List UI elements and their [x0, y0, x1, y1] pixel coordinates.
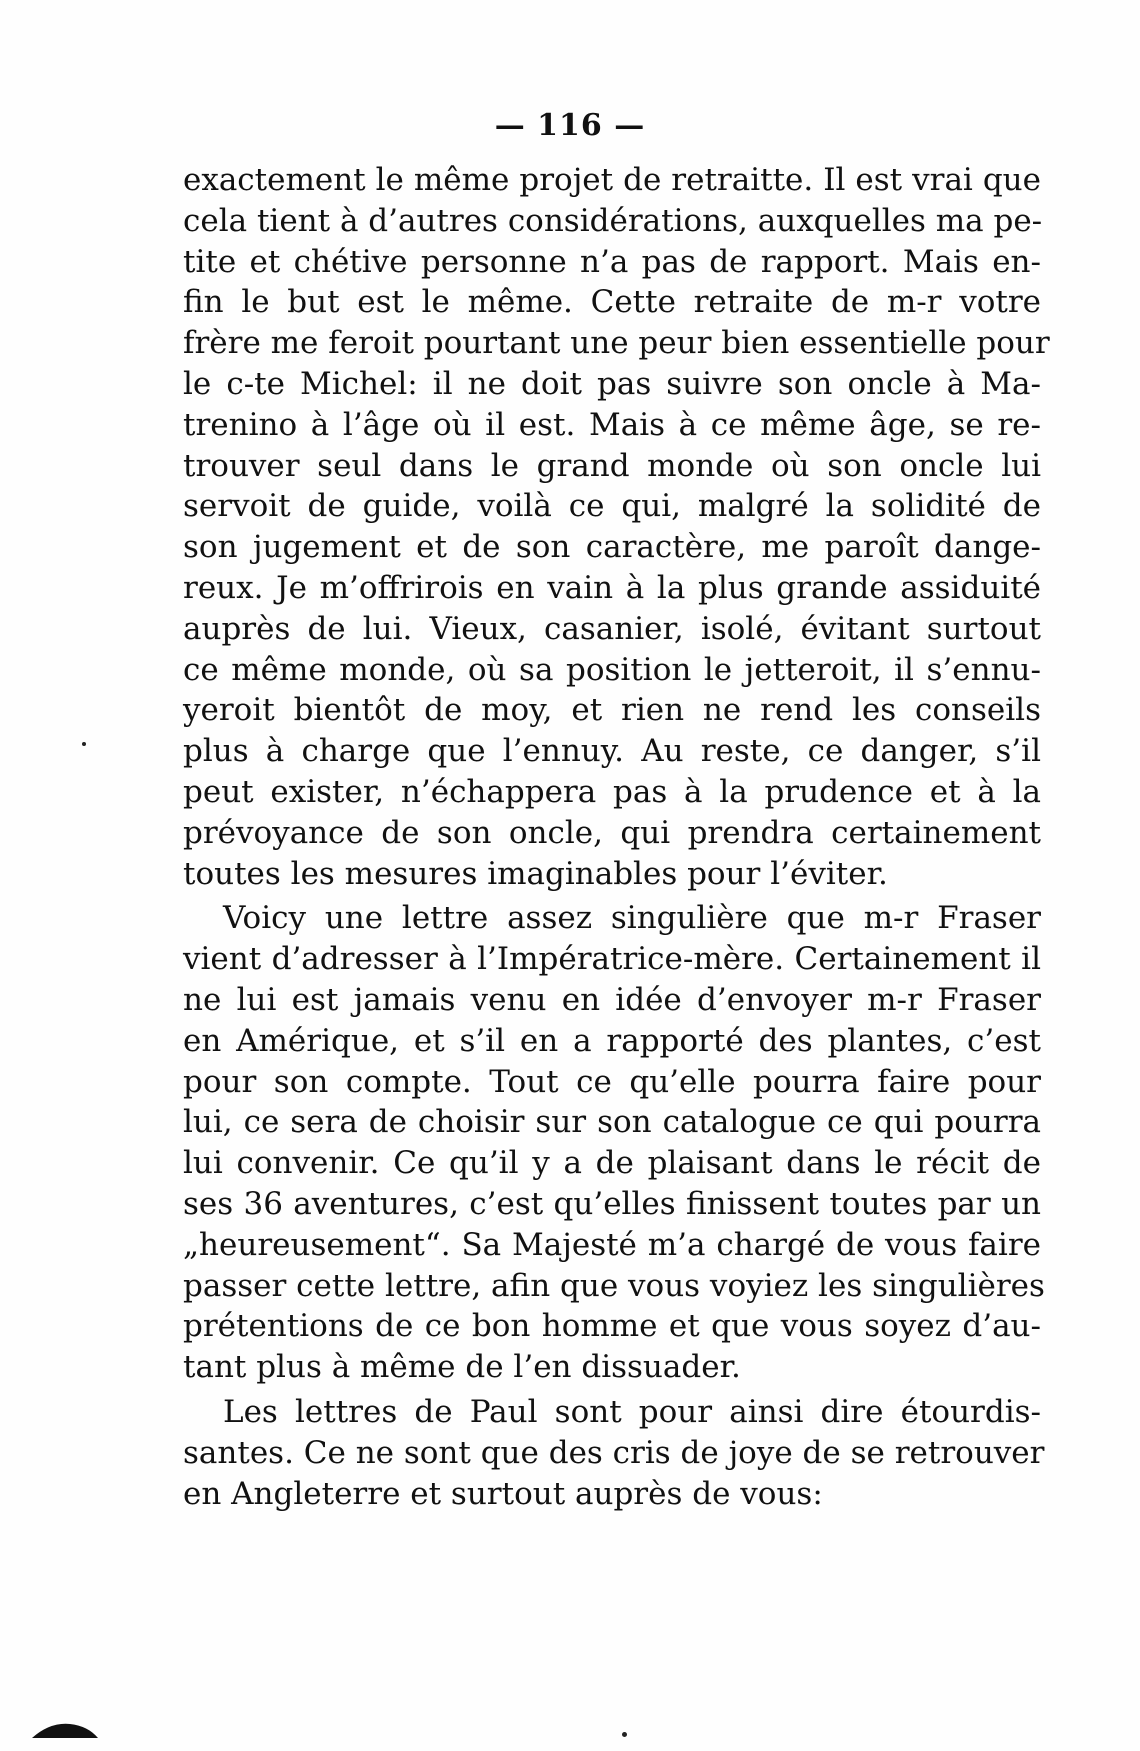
text-line: passer cette lettre, afin que vous voyiez les singulières: [183, 1267, 1045, 1304]
text-line: toutes les mesures imaginables pour l’éviter.: [183, 855, 888, 892]
paragraph: [183, 160, 1050, 894]
text-line: plus à charge que l’ennuy. Au reste, ce danger, s’il: [183, 733, 1041, 770]
text-line: en Angleterre et surtout auprès de vous:: [183, 1475, 823, 1512]
text-line: „heureusement“. Sa Majesté m’a chargé de vous faire: [183, 1226, 1041, 1263]
text-line: pour son compte. Tout ce qu’elle pourra faire pour: [183, 1063, 1041, 1100]
text-line: prétentions de ce bon homme et que vous soyez d’au-: [183, 1308, 1041, 1345]
ink-smudge: [30, 1718, 100, 1740]
text-line: ce même monde, où sa position le jetteroit, il s’ennu-: [183, 651, 1041, 688]
text-line: ses 36 aventures, c’est qu’elles finissent toutes par un: [183, 1185, 1041, 1222]
text-line: prévoyance de son oncle, qui prendra certainement: [183, 814, 1041, 851]
text-line: santes. Ce ne sont que des cris de joye de se retrouver: [183, 1434, 1045, 1471]
text-line: frère me feroit pourtant une peur bien essentielle pour: [183, 325, 1050, 362]
text-line: peut exister, n’échappera pas à la prudence et à la: [183, 773, 1041, 810]
text-line: yeroit bientôt de moy, et rien ne rend les conseils: [183, 692, 1041, 729]
ink-speck: [82, 742, 86, 746]
text-line: son jugement et de son caractère, me paroît dange-: [183, 529, 1041, 566]
paragraph: [183, 898, 1045, 1388]
text-line: Les lettres de Paul sont pour ainsi dire étourdis-: [223, 1393, 1041, 1430]
text-line: exactement le même projet de retraitte. Il est vrai que: [183, 162, 1041, 198]
text-line: reux. Je m’offrirois en vain à la plus grande assiduité: [183, 569, 1041, 606]
text-line: tant plus à même de l’en dissuader.: [183, 1349, 741, 1386]
paragraph: [183, 1392, 1045, 1514]
text-line: trouver seul dans le grand monde où son oncle lui: [183, 447, 1041, 484]
text-line: tite et chétive personne n’a pas de rapport. Mais en-: [183, 243, 1041, 280]
page-number: — 116 —: [494, 108, 646, 143]
text-line: lui convenir. Ce qu’il y a de plaisant dans le récit de: [183, 1145, 1041, 1182]
text-line: lui, ce sera de choisir sur son catalogue ce qui pourra: [183, 1104, 1041, 1141]
text-line: servoit de guide, voilà ce qui, malgré la solidité de: [183, 488, 1041, 525]
text-line: le c-te Michel: il ne doit pas suivre son oncle à Ma-: [183, 365, 1041, 402]
text-line: trenino à l’âge où il est. Mais à ce même âge, se re-: [183, 406, 1041, 443]
body-text: [183, 160, 1050, 1514]
text-line: auprès de lui. Vieux, casanier, isolé, évitant surtout: [183, 610, 1041, 647]
text-line: ne lui est jamais venu en idée d’envoyer m-r Fraser: [183, 981, 1041, 1018]
text-line: vient d’adresser à l’Impératrice-mère. Certainement il: [183, 941, 1041, 978]
text-line: Voicy une lettre assez singulière que m-r Fraser: [223, 900, 1041, 937]
text-line: en Amérique, et s’il en a rapporté des plantes, c’est: [183, 1022, 1041, 1059]
ink-speck: [622, 1732, 627, 1737]
text-line: fin le but est le même. Cette retraite de m-r votre: [183, 284, 1041, 321]
text-line: cela tient à d’autres considérations, auxquelles ma pe-: [183, 202, 1043, 239]
